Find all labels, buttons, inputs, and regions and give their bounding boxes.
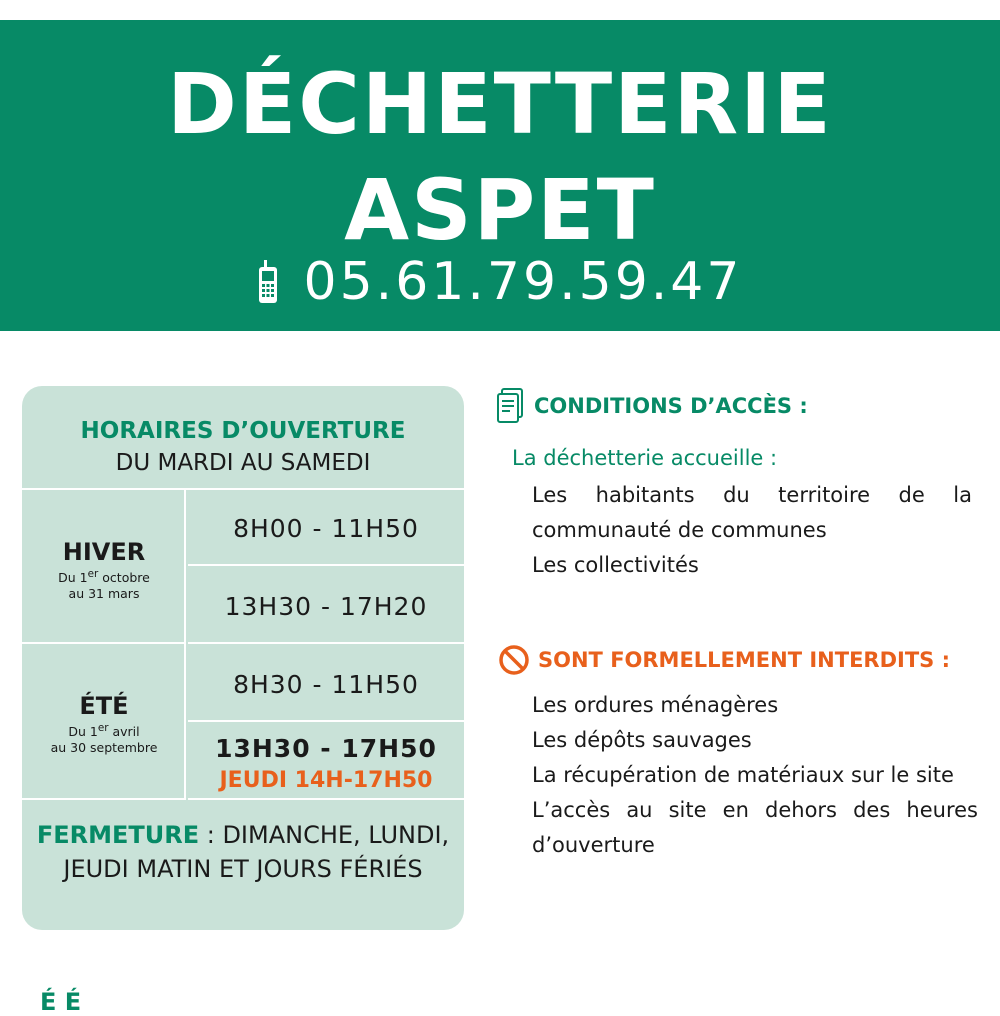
season-winter-name: HIVER <box>62 538 146 566</box>
forbidden-heading <box>498 644 950 676</box>
season-winter <box>22 488 186 644</box>
footer-partial-text: É É <box>40 988 82 1016</box>
list-item: Les collectivités <box>532 553 699 577</box>
phone-row <box>0 252 1000 312</box>
closing-label: FERMETURE <box>36 821 200 849</box>
list-item: Les ordures ménagères <box>532 693 779 717</box>
conditions-list <box>532 478 972 583</box>
opening-hours-header <box>22 386 464 490</box>
phone-number: 05.61.79.59.47 <box>303 252 743 312</box>
season-summer <box>22 644 186 800</box>
document-icon <box>496 388 524 424</box>
opening-days: DU MARDI AU SAMEDI <box>115 450 371 476</box>
opening-hours-panel <box>22 386 464 930</box>
list-item: Les dépôts sauvages <box>532 728 752 752</box>
opening-hours-title: HORAIRES D’OUVERTURE <box>80 418 406 444</box>
prohibited-icon <box>498 644 530 676</box>
conditions-title: CONDITIONS D’ACCÈS : <box>534 393 808 418</box>
title-line-1: DÉCHETTERIE <box>167 55 833 153</box>
season-winter-range: Du 1er octobre au 31 mars <box>58 568 150 602</box>
list-item: Les habitants du territoire de la communauté de communes <box>532 483 972 542</box>
forbidden-title: SONT FORMELLEMENT INTERDITS : <box>538 647 950 672</box>
summer-afternoon-time: 13H30 - 17H50 <box>215 734 437 763</box>
list-item: La récupération de matériaux sur le site <box>532 763 954 787</box>
winter-morning-time: 8H00 - 11H50 <box>233 514 419 543</box>
list-item: L’accès au site en dehors des heures d’ouverture <box>532 798 978 857</box>
summer-morning-slot <box>188 644 464 722</box>
winter-morning-slot <box>188 488 464 566</box>
conditions-heading <box>496 388 808 424</box>
closing-text: : DIMANCHE, LUNDI, JEUDI MATIN ET JOURS FÉRIÉS <box>63 821 450 883</box>
mobile-phone-icon <box>258 260 278 304</box>
title-line-2: ASPET <box>344 161 656 259</box>
forbidden-list <box>532 688 978 863</box>
closing-days <box>22 818 464 886</box>
winter-afternoon-slot <box>188 566 464 644</box>
summer-thursday-hours: JEUDI 14H-17H50 <box>219 768 433 793</box>
summer-afternoon-slot <box>188 722 464 800</box>
header-banner <box>0 20 1000 331</box>
conditions-subtitle: La déchetterie accueille : <box>512 446 778 470</box>
winter-afternoon-time: 13H30 - 17H20 <box>224 592 428 621</box>
summer-morning-time: 8H30 - 11H50 <box>233 670 419 699</box>
season-summer-range: Du 1er avril au 30 septembre <box>50 722 158 756</box>
season-summer-name: ÉTÉ <box>79 692 129 720</box>
